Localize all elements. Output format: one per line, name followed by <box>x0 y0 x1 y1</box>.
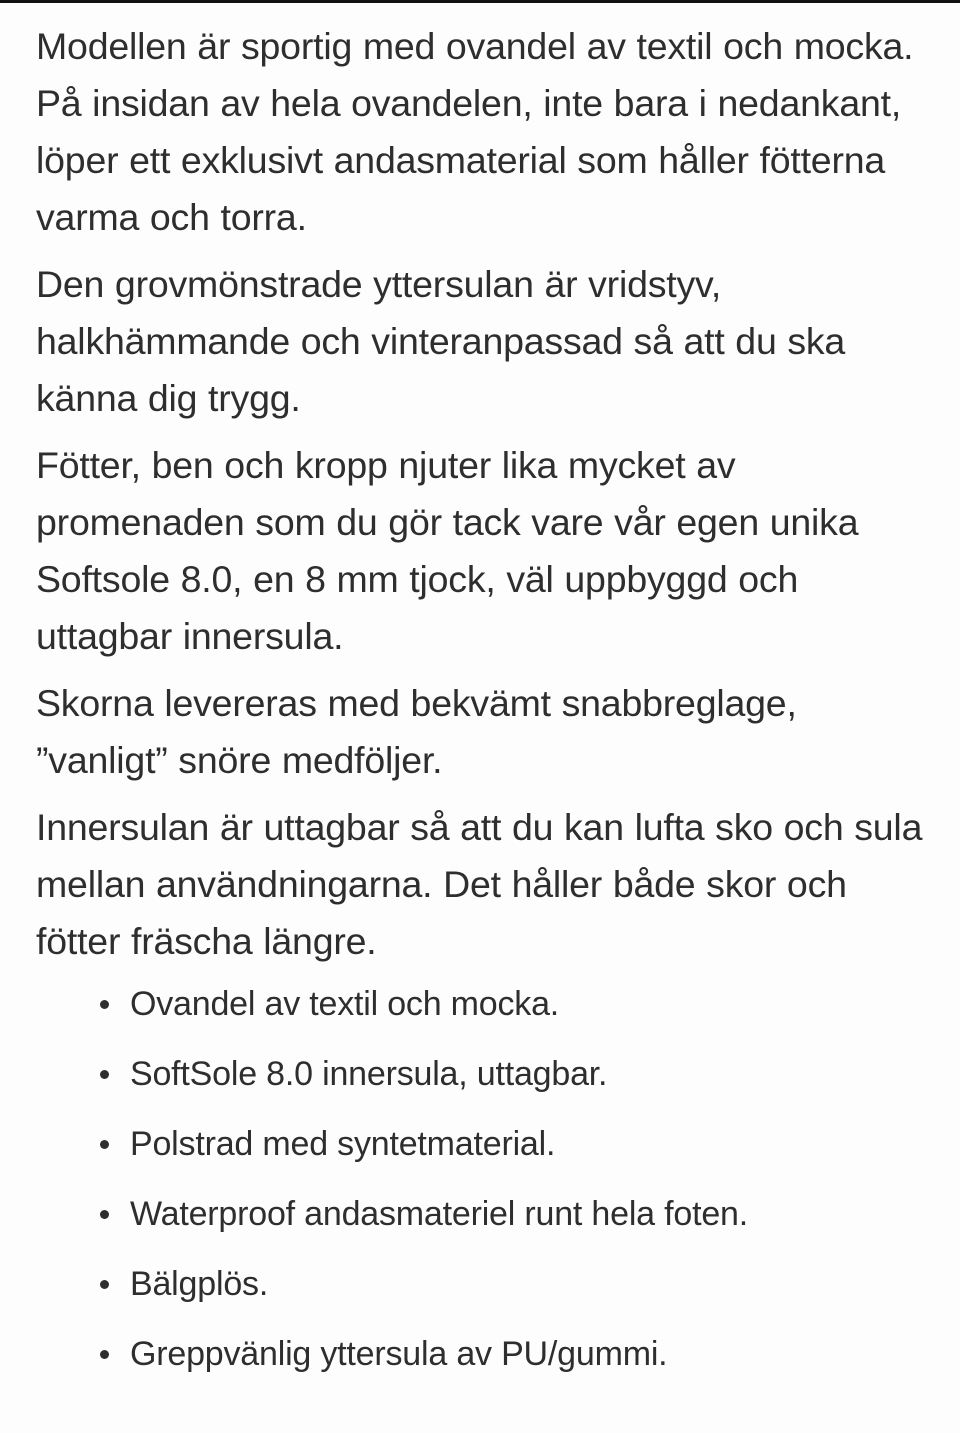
feature-list-item-label: Waterproof andasmateriel runt hela foten. <box>130 1195 748 1233</box>
feature-list-item <box>36 1266 924 1302</box>
product-description-panel <box>0 3 960 1406</box>
bullet-dot-icon <box>100 1140 109 1149</box>
feature-list-item-label: Greppvänlig yttersula av PU/gummi. <box>130 1335 668 1373</box>
feature-list-item-label: Bälgplös. <box>130 1265 269 1303</box>
feature-list-item <box>36 1196 924 1232</box>
feature-list-item-label: Ovandel av textil och mocka. <box>130 985 560 1023</box>
feature-list-item <box>36 1126 924 1162</box>
bullet-dot-icon <box>100 1210 109 1219</box>
description-paragraph-1: Modellen är sportig med ovandel av textil och mocka. På insidan av hela ovandelen, inte bara i nedankant, löper ett exklusivt andasmaterial som håller fötterna varma och torra. <box>36 25 914 238</box>
feature-list-item <box>36 986 924 1022</box>
feature-list-item-label: SoftSole 8.0 innersula, uttagbar. <box>130 1055 608 1093</box>
description-paragraph-4: Skorna levereras med bekvämt snabbreglage, ”vanligt” snöre medföljer. <box>36 682 797 781</box>
bullet-dot-icon <box>100 1280 109 1289</box>
feature-list-item <box>36 1056 924 1092</box>
description-paragraph-3: Fötter, ben och kropp njuter lika mycket av promenaden som du gör tack vare vår egen unika Softsole 8.0, en 8 mm tjock, väl uppbyggd och uttagbar innersula. <box>36 444 859 657</box>
bullet-dot-icon <box>100 1000 109 1009</box>
feature-list-item <box>36 1336 924 1372</box>
description-paragraph-5: Innersulan är uttagbar så att du kan lufta sko och sula mellan användningarna. Det håller både skor och fötter fräscha längre. <box>36 806 923 962</box>
bullet-dot-icon <box>100 1070 109 1079</box>
description-paragraph-2: Den grovmönstrade yttersulan är vridstyv, halkhämmande och vinteranpassad så att du ska känna dig trygg. <box>36 263 846 419</box>
bullet-dot-icon <box>100 1350 109 1359</box>
feature-list <box>36 986 924 1372</box>
feature-list-item-label: Polstrad med syntetmaterial. <box>130 1125 556 1163</box>
